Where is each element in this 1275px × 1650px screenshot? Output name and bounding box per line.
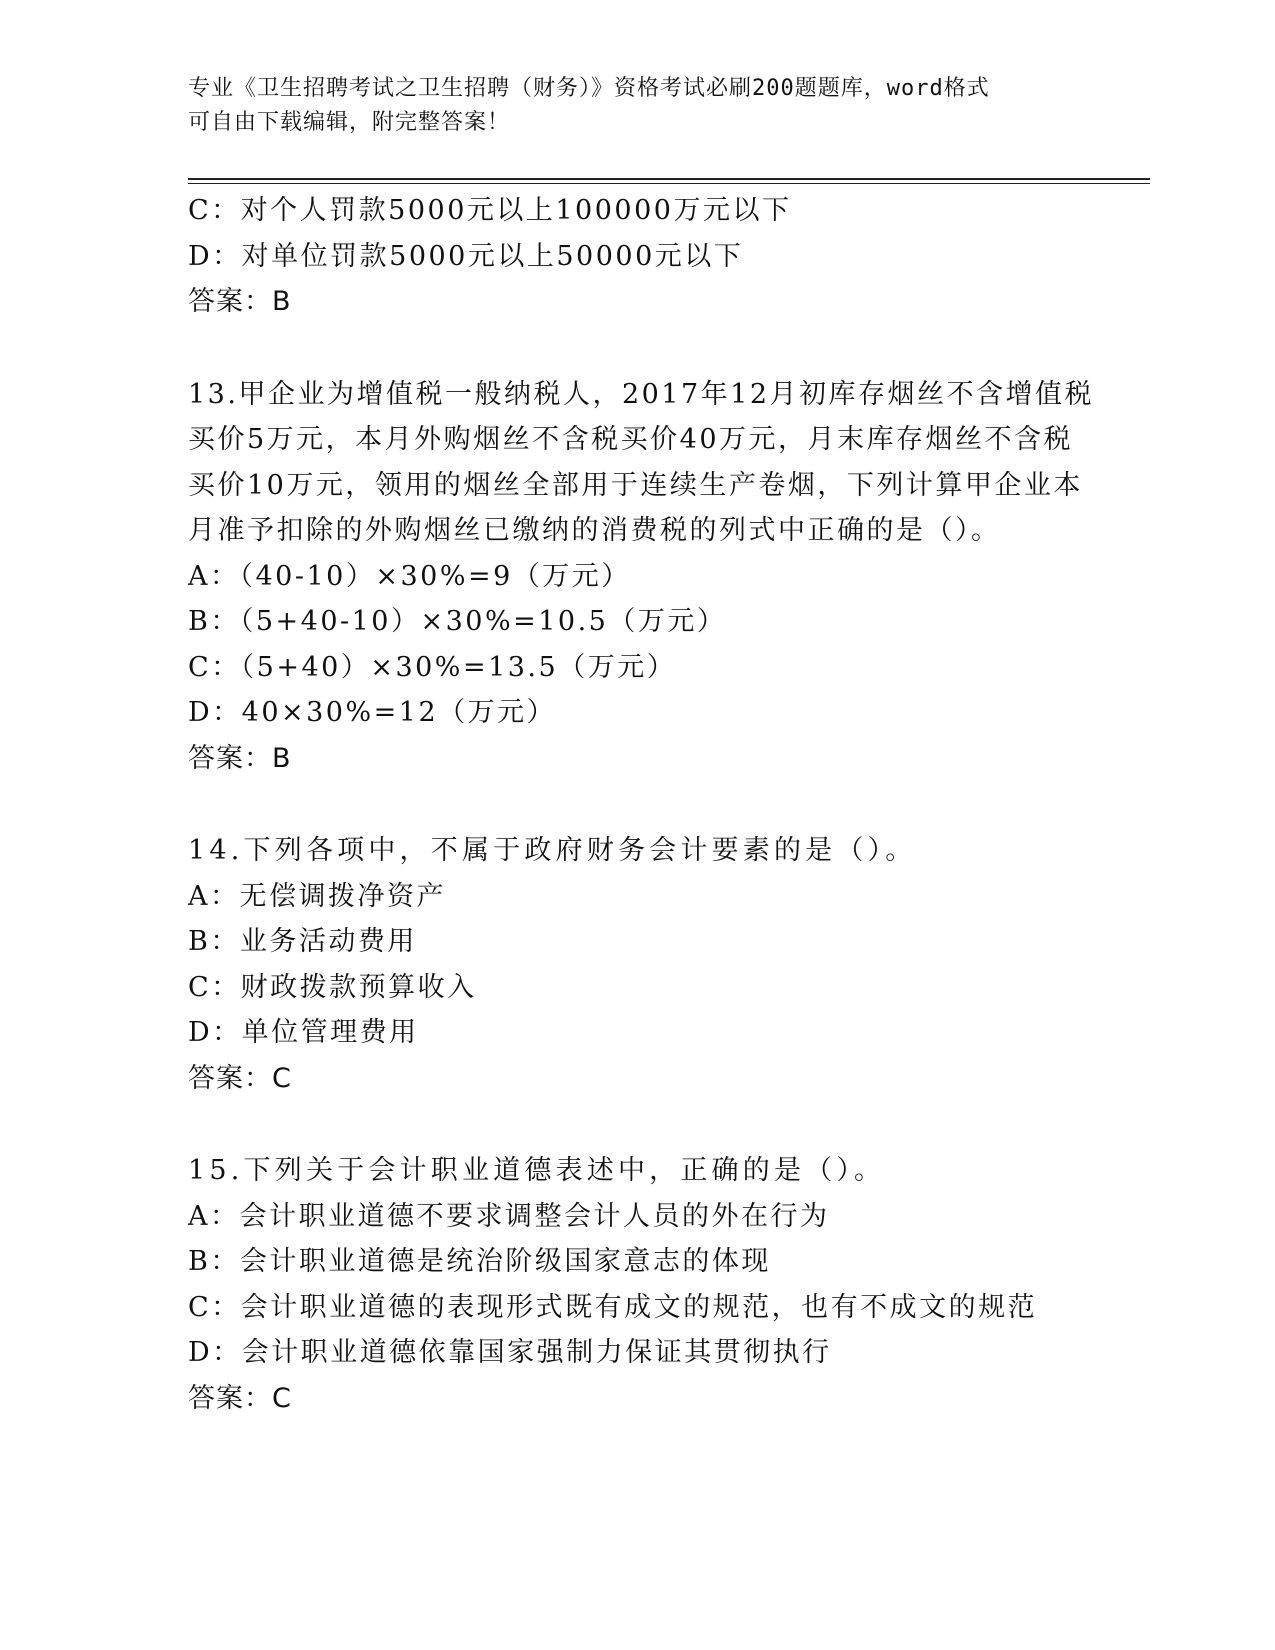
question-stem-line: 月准予扣除的外购烟丝已缴纳的消费税的列式中正确的是（）。 [188, 515, 1001, 546]
option-c: C：对个人罚款5000元以上100000万元以下 [188, 195, 792, 226]
option-c: C：（5+40）×30%=13.5（万元） [188, 651, 677, 683]
option-a: A：无偿调拨净资产 [188, 880, 446, 912]
option-b: B：（5+40-10）×30%=10.5（万元） [188, 606, 727, 637]
question-14 [188, 828, 1150, 1101]
answer: 答案：C [188, 1382, 292, 1414]
header-title-line-1: 专业《卫生招聘考试之卫生招聘（财务）》资格考试必刷200题题库，word格式 [188, 76, 990, 101]
question-15 [188, 1148, 1150, 1421]
option-d: D：会计职业道德依靠国家强制力保证其贯彻执行 [188, 1337, 832, 1368]
header-title-line-2: 可自由下载编辑，附完整答案！ [188, 110, 511, 135]
question-stem: 15.下列关于会计职业道德表述中，正确的是（）。 [188, 1155, 886, 1186]
option-d: D：对单位罚款5000元以上50000元以下 [188, 240, 744, 272]
header-divider-thick [188, 178, 1150, 180]
question-12 [188, 188, 1150, 325]
question-stem-line: 买价5万元，本月外购烟丝不含税买价40万元，月末库存烟丝不含税 [188, 424, 1074, 455]
option-a: A：（40-10）×30%=9（万元） [188, 560, 631, 592]
question-list [188, 188, 1150, 1421]
option-a: A：会计职业道德不要求调整会计人员的外在行为 [188, 1200, 830, 1232]
question-stem: 14.下列各项中，不属于政府财务会计要素的是（）。 [188, 835, 917, 866]
option-c: C：会计职业道德的表现形式既有成文的规范，也有不成文的规范 [188, 1291, 1038, 1323]
document-header [188, 72, 1068, 140]
answer: 答案：B [188, 742, 292, 774]
option-b: B：会计职业道德是统治阶级国家意志的体现 [188, 1246, 771, 1277]
answer: 答案：C [188, 1062, 292, 1094]
option-d: D：40×30%=12（万元） [188, 697, 557, 728]
option-b: B：业务活动费用 [188, 926, 417, 957]
answer: 答案：B [188, 286, 292, 317]
option-d: D：单位管理费用 [188, 1017, 419, 1048]
question-stem-line: 13.甲企业为增值税一般纳税人，2017年12月初库存烟丝不含增值税 [188, 378, 1095, 410]
header-divider-thin [188, 183, 1150, 184]
question-stem-line: 买价10万元，领用的烟丝全部用于连续生产卷烟，下列计算甲企业本 [188, 469, 1083, 501]
option-c: C：财政拨款预算收入 [188, 971, 477, 1003]
question-13 [188, 372, 1150, 782]
